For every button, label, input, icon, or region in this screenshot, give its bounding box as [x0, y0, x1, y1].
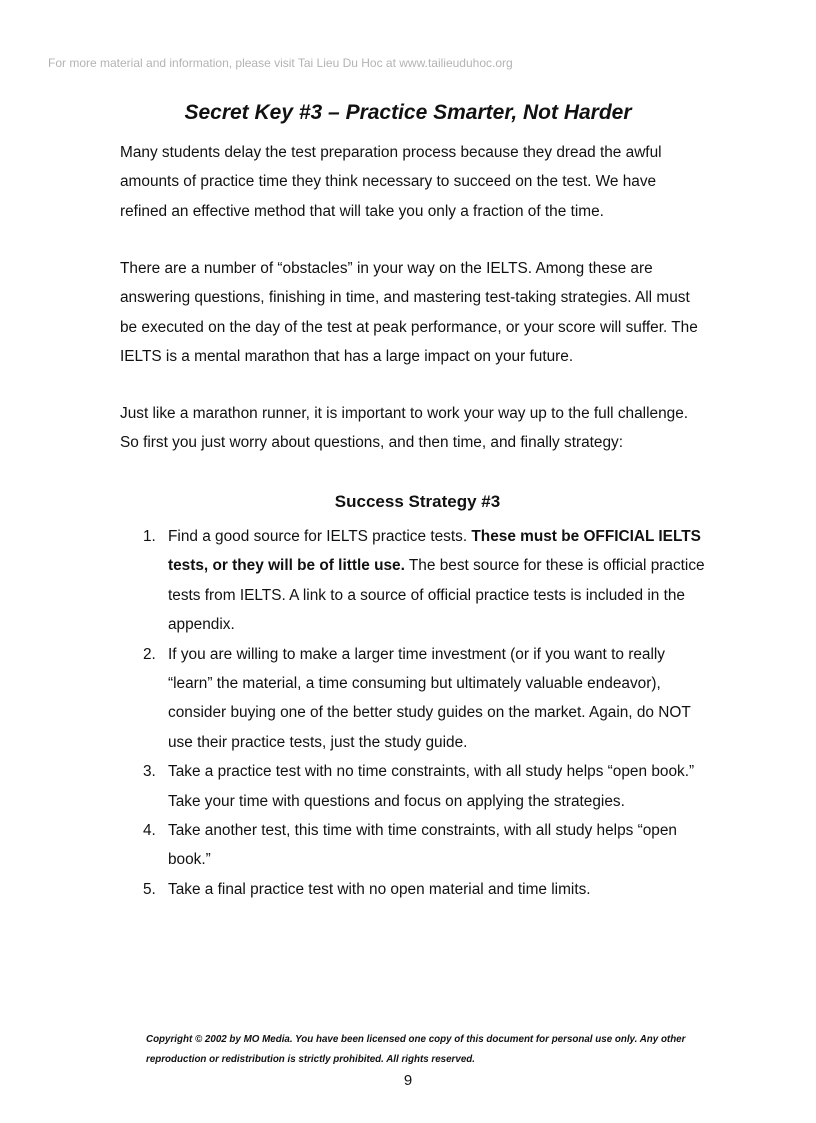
list-item-number: 1. — [143, 528, 156, 545]
list-item-emphasis: These must be OFFICIAL IELTS tests, or they will be of little use. — [168, 528, 701, 575]
list-item — [143, 757, 708, 816]
marathon-paragraph: Just like a marathon runner, it is important to work your way up to the full challenge. So first you just worry about questions, and then time, and finally strategy: — [120, 405, 689, 452]
list-item-number: 4. — [143, 822, 156, 840]
list-item — [143, 816, 708, 875]
strategy-steps-list — [143, 522, 708, 904]
list-item-text: The best source for these is official practice tests from IELTS. A link to a source of official practice tests is included in the appendix. — [168, 557, 705, 634]
list-item — [143, 640, 708, 758]
page-title: Secret Key #3 – Practice Smarter, Not Harder — [184, 101, 632, 124]
header-website-note: For more material and information, please visit Tai Lieu Du Hoc at www.tailieuduhoc.org — [48, 56, 513, 70]
obstacles-paragraph: There are a number of “obstacles” in your way on the IELTS. Among these are answering questions, finishing in time, and mastering test-taking strategies. All must be executed on the day of the test at peak performance, or your score will suffer. The IELTS is a mental marathon that has a large impact on your future. — [120, 260, 698, 366]
list-item-text: If you are willing to make a larger time investment (or if you want to really “learn” the material, a time consuming but ultimately valuable endeavor), consider buying one of the better study guides on the market. Again, do NOT use their practice tests, just the study guide. — [168, 645, 691, 751]
list-item-number: 5. — [143, 880, 156, 898]
footer-copyright: Copyright © 2002 by MO Media. You have been licensed one copy of this document for personal use only. Any other reproduction or redistribution is strictly prohibited. All rights reserved. — [146, 1034, 686, 1065]
list-item-text: Take a practice test with no time constraints, with all study helps “open book.” Take your time with questions and focus on applying the strategies. — [168, 763, 695, 810]
list-item-text: Take another test, this time with time constraints, with all study helps “open book.” — [168, 822, 677, 869]
intro-paragraph: Many students delay the test preparation process because they dread the awful amounts of practice time they think necessary to succeed on the test. We have refined an effective method that will take you only a fraction of the time. — [120, 144, 662, 220]
list-item-number: 3. — [143, 763, 156, 781]
list-item-text: Find a good source for IELTS practice tests. — [168, 528, 472, 545]
list-item — [143, 522, 708, 640]
section-heading: Success Strategy #3 — [334, 492, 501, 511]
list-item-number: 2. — [143, 645, 156, 663]
list-item-text: Take a final practice test with no open material and time limits. — [168, 880, 591, 898]
page-number: 9 — [403, 1072, 413, 1089]
list-item — [143, 875, 708, 904]
